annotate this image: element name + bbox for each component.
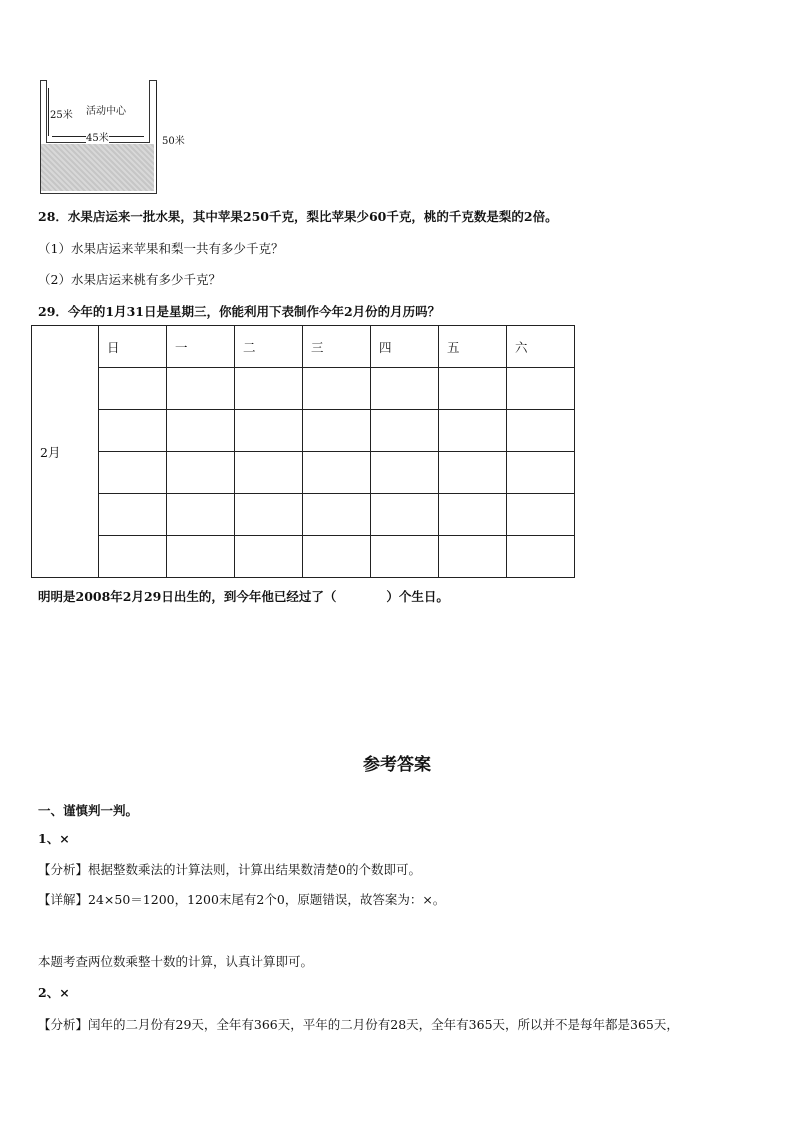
calendar-cell[interactable] (371, 536, 439, 578)
calendar-cell[interactable] (439, 536, 507, 578)
calendar-cell[interactable] (303, 452, 371, 494)
calendar-cell[interactable] (235, 368, 303, 410)
diagram-label-50: 50米 (162, 132, 185, 147)
answer-2-number: 2、× (38, 985, 70, 1000)
calendar-cell[interactable] (507, 410, 575, 452)
q28-sub1: （1）水果店运来苹果和梨一共有多少千克？ (38, 241, 284, 256)
answer-2-analysis: 【分析】闰年的二月份有29天，全年有366天，平年的二月份有28天，全年有365天，所以并不是每年都是365天， (38, 1017, 679, 1032)
calendar-cell[interactable] (439, 452, 507, 494)
weekday-tue: 二 (235, 326, 303, 368)
calendar-cell[interactable] (371, 494, 439, 536)
q28-sub2: （2）水果店运来桃有多少千克？ (38, 272, 221, 287)
diagram-label-center: 活动中心 (86, 102, 126, 117)
calendar-row (32, 410, 575, 452)
calendar-cell[interactable] (167, 452, 235, 494)
calendar-cell[interactable] (167, 536, 235, 578)
calendar-cell[interactable] (303, 536, 371, 578)
calendar-cell[interactable] (167, 410, 235, 452)
answer-1-analysis: 【分析】根据整数乘法的计算法则，计算出结果数清楚0的个数即可。 (38, 862, 421, 877)
calendar-cell[interactable] (99, 494, 167, 536)
calendar-cell[interactable] (99, 410, 167, 452)
calendar-row (32, 536, 575, 578)
calendar-cell[interactable] (235, 494, 303, 536)
february-calendar-table (31, 325, 575, 578)
calendar-cell[interactable] (235, 410, 303, 452)
calendar-cell[interactable] (167, 368, 235, 410)
weekday-sun: 日 (99, 326, 167, 368)
calendar-cell[interactable] (439, 410, 507, 452)
calendar-cell[interactable] (99, 536, 167, 578)
calendar-cell[interactable] (439, 494, 507, 536)
diagram-25-dimension-line (48, 88, 49, 136)
answer-1-number: 1、× (38, 831, 70, 846)
calendar-cell[interactable] (371, 452, 439, 494)
weekday-fri: 五 (439, 326, 507, 368)
calendar-cell[interactable] (235, 536, 303, 578)
calendar-cell[interactable] (507, 368, 575, 410)
calendar-cell[interactable] (439, 368, 507, 410)
answer-section-1: 一、谨慎判一判。 (38, 803, 139, 818)
q29-birthday-note: 明明是2008年2月29日出生的，到今年他已经过了（ ）个生日。 (38, 589, 449, 604)
calendar-cell[interactable] (507, 494, 575, 536)
weekday-thu: 四 (371, 326, 439, 368)
calendar-cell[interactable] (371, 410, 439, 452)
calendar-row (32, 452, 575, 494)
calendar-row (32, 368, 575, 410)
calendar-cell[interactable] (99, 368, 167, 410)
weekday-wed: 三 (303, 326, 371, 368)
weekday-sat: 六 (507, 326, 575, 368)
calendar-cell[interactable] (507, 536, 575, 578)
answer-1-detail: 【详解】24×50＝1200，1200末尾有2个0，原题错误，故答案为：×。 (38, 892, 446, 907)
weekday-mon: 一 (167, 326, 235, 368)
calendar-cell[interactable] (371, 368, 439, 410)
calendar-cell[interactable] (235, 452, 303, 494)
q29-stem: 29．今年的1月31日是星期三，你能利用下表制作今年2月份的月历吗？ (38, 304, 441, 319)
diagram-label-25: 25米 (50, 106, 73, 121)
diagram-label-45: 45米 (86, 129, 109, 144)
q28-stem: 28．水果店运来一批水果，其中苹果250千克，梨比苹果少60千克，桃的千克数是梨的2倍。 (38, 209, 558, 224)
answer-1-summary: 本题考查两位数乘整十数的计算，认真计算即可。 (38, 954, 314, 969)
diagram-shaded-area (41, 144, 154, 191)
calendar-cell[interactable] (99, 452, 167, 494)
diagram-50-dimension-line (156, 82, 157, 190)
activity-center-diagram (40, 80, 195, 196)
calendar-cell[interactable] (303, 410, 371, 452)
calendar-header-row (32, 326, 575, 368)
answer-title: 参考答案 (363, 755, 431, 775)
calendar-cell[interactable] (303, 368, 371, 410)
month-label-cell: 2月 (32, 326, 99, 578)
calendar-cell[interactable] (507, 452, 575, 494)
calendar-cell[interactable] (303, 494, 371, 536)
calendar-cell[interactable] (167, 494, 235, 536)
calendar-row (32, 494, 575, 536)
